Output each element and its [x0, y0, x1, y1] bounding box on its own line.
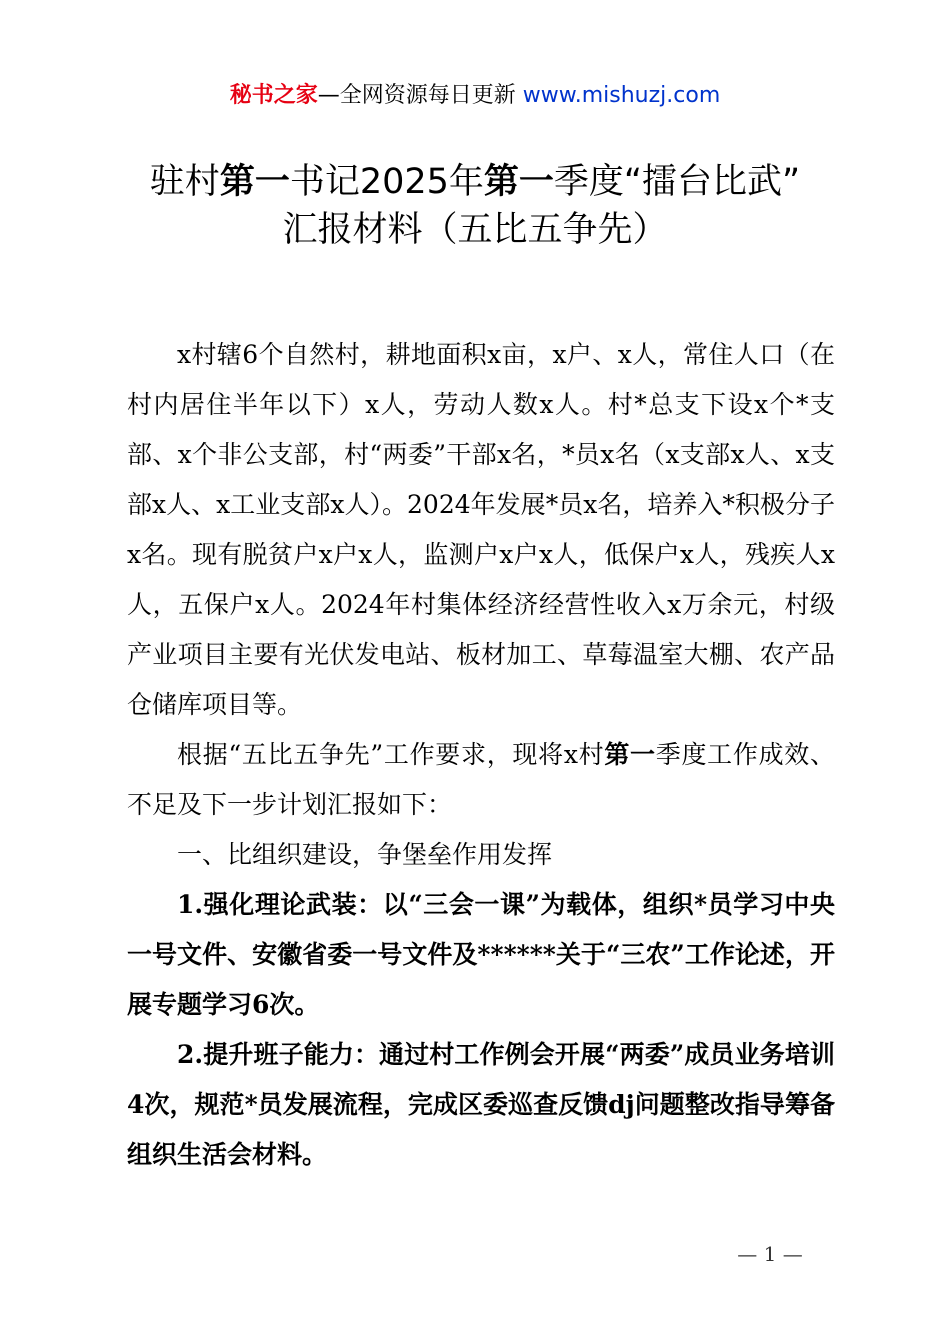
- paragraph-report-intro: [127, 730, 835, 830]
- title-part: 驻村: [149, 162, 220, 202]
- title-part: 季度“擂台比武”: [553, 162, 801, 202]
- section-heading-1: 一、比组织建设，争堡垒作用发挥: [177, 840, 553, 869]
- paragraph-team-capacity: 2.提升班子能力：通过村工作例会开展“两委”成员业务培训4次，规范*员发展流程，完成区委巡查反馈dj问题整改指导筹备组织生活会材料。: [127, 1040, 835, 1169]
- document-body: [127, 330, 835, 1180]
- document-title: [60, 158, 890, 254]
- site-url[interactable]: www.mishuzj.com: [522, 83, 721, 108]
- text-span: 季度工作成效、不足及下一步计划汇报如下：: [127, 740, 835, 819]
- paragraph-village-overview: x村辖6个自然村，耕地面积x亩，x户、x人，常住人口（在村内居住半年以下）x人，劳动人数x人。村*总支下设x个*支部、x个非公支部，村“两委”干部x名，*员x名（x支部x人、x支部x人、x工业支部x人）。2024年发展*员x名，培养入*积极分子x名。现有脱贫户x户x人，监测户x户x人，低保户x人，残疾人x人，五保户x人。2024年村集体经济经营性收入x万余元，村级产业项目主要有光伏发电站、板材加工、草莓温室大棚、农产品仓储库项目等。: [127, 340, 835, 719]
- title-line-1: [60, 158, 890, 206]
- title-line-2: 汇报材料（五比五争先）: [282, 210, 668, 250]
- title-part: 书记2025年: [289, 162, 484, 202]
- text-span: 根据“五比五争先”工作要求，现将x村: [177, 740, 605, 769]
- paragraph-theory-study: 1.强化理论武装：以“三会一课”为载体，组织*员学习中央一号文件、安徽省委一号文件及******关于“三农”工作论述，开展专题学习6次。: [127, 890, 835, 1019]
- site-header: [0, 82, 950, 110]
- header-tagline: —全网资源每日更新: [317, 83, 523, 108]
- brand-name: 秘书之家: [229, 83, 318, 108]
- title-part-bold: 第一: [483, 162, 554, 202]
- text-span-bold: 第一: [604, 740, 656, 769]
- title-part-bold: 第一: [219, 162, 290, 202]
- page-number: — 1 —: [737, 1242, 803, 1266]
